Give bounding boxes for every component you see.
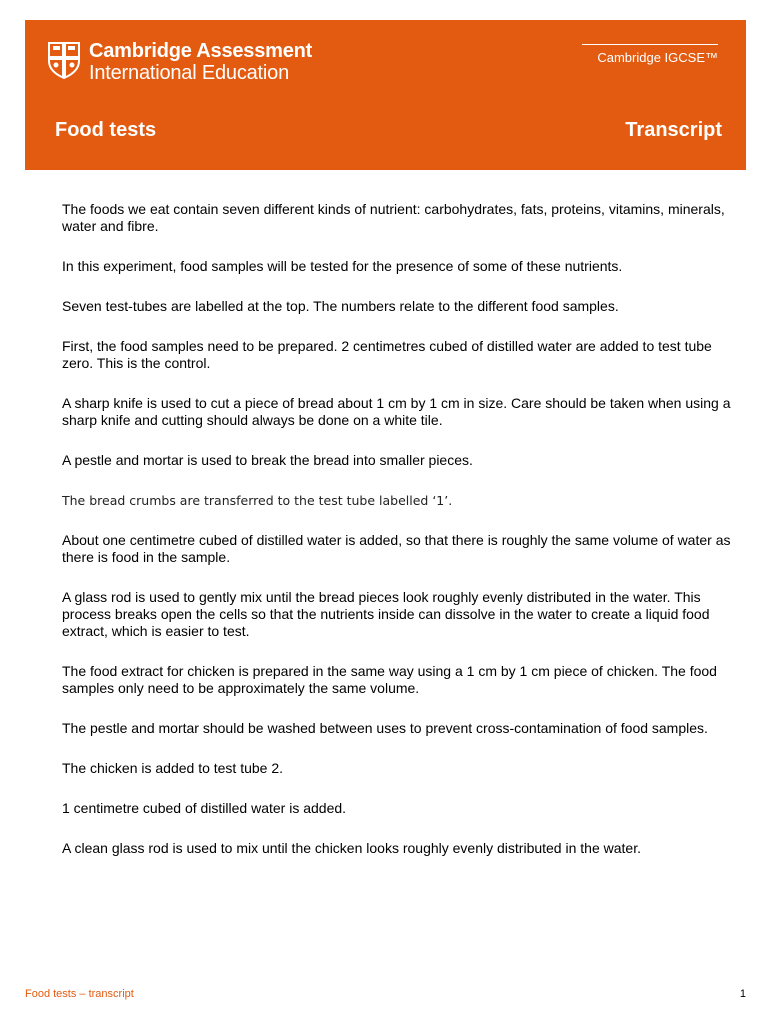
paragraph: First, the food samples need to be prepared. 2 centimetres cubed of distilled water are added to test tube zero. This is the control. [62,338,712,371]
footer-doc-title: Food tests – transcript [25,988,134,1000]
page-title: Food tests [55,119,157,141]
logo-line1: Cambridge Assessment [89,40,313,62]
paragraph: A sharp knife is used to cut a piece of bread about 1 cm by 1 cm in size. Care should be taken when using a sharp knife and cutting should always be done on a white tile. [62,395,731,428]
document-type: Transcript [625,119,722,141]
paragraph: The bread crumbs are transferred to the test tube labelled ‘1’. [62,493,453,508]
logo-line2: International Education [89,62,289,84]
paragraph: Seven test-tubes are labelled at the top. The numbers relate to the different food samples. [62,298,619,314]
paragraph: A pestle and mortar is used to break the bread into smaller pieces. [62,452,473,468]
paragraph: The foods we eat contain seven different kinds of nutrient: carbohydrates, fats, proteins, vitamins, minerals, water and fibre. [62,201,725,234]
paragraph: A glass rod is used to gently mix until the bread pieces look roughly evenly distributed in the water. This process breaks open the cells so that the nutrients inside can dissolve in the water to create a liquid food extract, which is easier to test. [62,589,710,639]
transcript-body [62,201,744,880]
paragraph: A clean glass rod is used to mix until the chicken looks roughly evenly distributed in the water. [62,840,641,856]
page-number: 1 [739,988,746,1000]
header-band [25,20,746,170]
logo [47,40,312,84]
paragraph: In this experiment, food samples will be tested for the presence of some of these nutrients. [62,258,623,274]
qualification-rule [582,44,718,45]
paragraph: 1 centimetre cubed of distilled water is added. [62,800,347,816]
shield-crest-icon [47,41,81,79]
qualification-label: Cambridge IGCSE™ [597,50,718,65]
paragraph: The food extract for chicken is prepared in the same way using a 1 cm by 1 cm piece of chicken. The food samples only need to be approximately the same volume. [62,663,717,696]
paragraph: About one centimetre cubed of distilled water is added, so that there is roughly the same volume of water as there is food in the sample. [62,532,731,565]
paragraph: The pestle and mortar should be washed between uses to prevent cross-contamination of food samples. [62,720,708,736]
paragraph: The chicken is added to test tube 2. [62,760,284,776]
